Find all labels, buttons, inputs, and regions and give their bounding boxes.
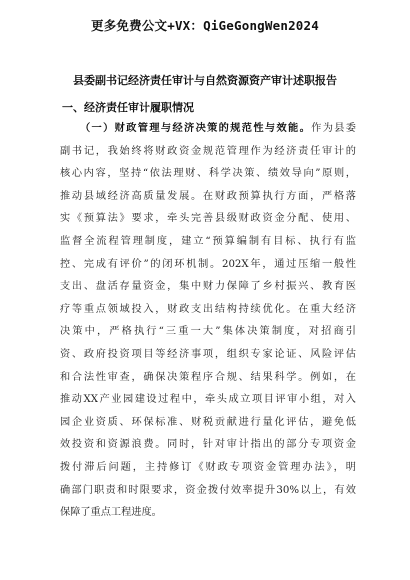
paragraph-line: 疗等重点领域投入，财政支出结构持续优化。在重大经济 [60,303,356,315]
paragraph-line: 园企业资质、环保标准、财税贡献进行量化评估，避免低 [60,416,356,428]
paragraph-line: 控、完成有评价”的闭环机制。202X年，通过压缩一般性 [60,258,356,270]
paragraph-line: 推动XX产业园建设过程中，牵头成立项目评审小组，对入 [60,394,356,406]
body-paragraph [60,118,356,525]
paragraph-line: 支出、盘活存量资金，集中财力保障了乡村振兴、教育医 [60,281,356,293]
promo-banner: 更多免费公文+VX：QiGeGongWen2024 [91,18,319,33]
paragraph-line: 确部门职责和时限要求，资金拨付效率提升30%以上，有效 [60,484,356,496]
paragraph-line: 副书记，我始终将财政资金规范管理作为经济责任审计的 [60,145,356,157]
document-title: 县委副书记经济责任审计与自然资源资产审计述职报告 [73,74,337,87]
paragraph-line: 保障了重点工程进度。 [60,507,162,519]
paragraph-line: 决策中，严格执行“三重一大”集体决策制度，对招商引 [60,326,356,338]
paragraph-line-text: 作为县委 [311,123,356,134]
section-heading: 一、经济责任审计履职情况 [62,101,194,114]
paragraph-line: 和合法性审查，确保决策程序合规、结果科学。例如，在 [60,371,356,383]
paragraph-line: 核心内容，坚持“依法理财、科学决策、绩效导向”原则， [60,168,356,180]
paragraph-line [60,118,356,141]
paragraph-line: 实《预算法》要求，牵头完善县级财政资金分配、使用、 [60,213,356,225]
paragraph-line: 推动县域经济高质量发展。在财政预算执行方面，严格落 [60,190,356,202]
paragraph-line: 效投资和资源浪费。同时，针对审计指出的部分专项资金 [60,439,356,451]
paragraph-line: 资、政府投资项目等经济事项，组织专家论证、风险评估 [60,348,356,360]
subheading: （一）财政管理与经济决策的规范性与效能。 [80,123,312,134]
paragraph-line: 拨付滞后问题，主持修订《财政专项资金管理办法》，明 [60,461,356,473]
paragraph-line: 监督全流程管理制度，建立“预算编制有目标、执行有监 [60,235,356,247]
